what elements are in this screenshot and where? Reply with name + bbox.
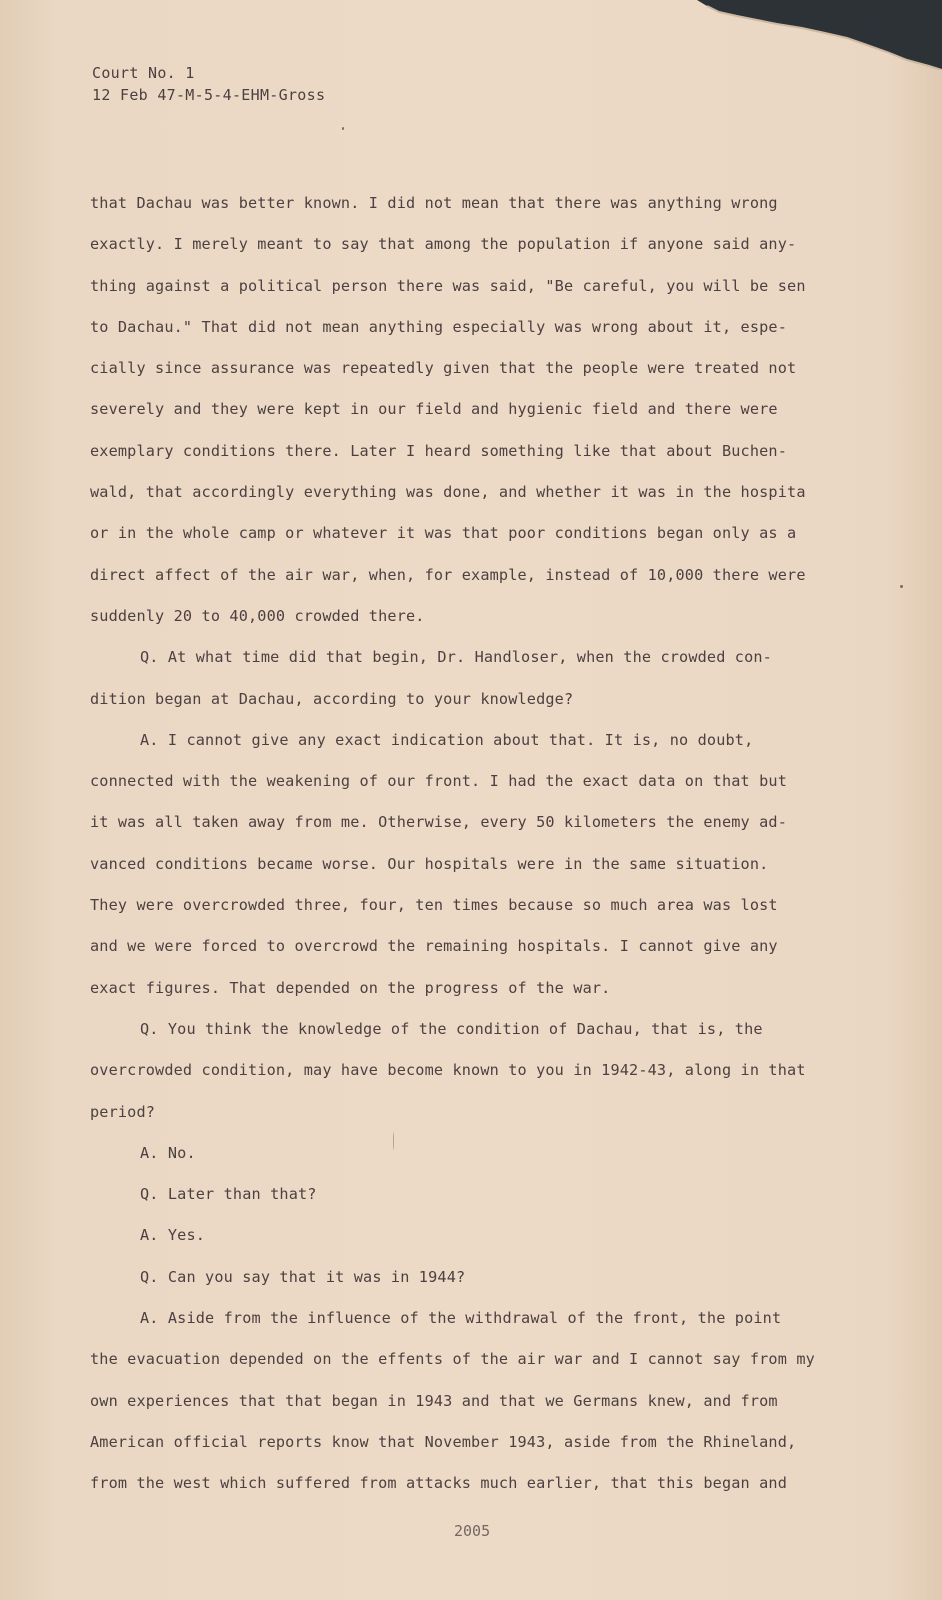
transcript-line: severely and they were kept in our field and hygienic field and there were: [90, 400, 778, 419]
transcript-line: own experiences that that began in 1943 and that we Germans knew, and from: [90, 1391, 778, 1410]
paper-mark: [393, 1132, 394, 1150]
transcript-line: overcrowded condition, may have become known to you in 1942-43, along in that: [90, 1061, 806, 1080]
session-reference: 12 Feb 47-M-5-4-EHM-Gross: [92, 86, 326, 104]
transcript-line: American official reports know that November 1943, aside from the Rhineland,: [90, 1432, 797, 1451]
transcript-line: They were overcrowded three, four, ten times because so much area was lost: [90, 896, 778, 915]
court-number: Court No. 1: [92, 64, 195, 82]
transcript-line: it was all taken away from me. Otherwise, every 50 kilometers the enemy ad-: [90, 813, 788, 832]
transcript-line: cially since assurance was repeatedly given that the people were treated not: [90, 359, 797, 378]
transcript-line: Q. At what time did that begin, Dr. Handloser, when the crowded con-: [140, 648, 772, 667]
transcript-line: from the west which suffered from attacks much earlier, that this began and: [90, 1474, 788, 1493]
transcript-line: connected with the weakening of our front. I had the exact data on that but: [90, 772, 788, 791]
transcript-body: [90, 183, 880, 1505]
transcript-line: direct affect of the air war, when, for example, instead of 10,000 there were: [90, 565, 806, 584]
transcript-line: and we were forced to overcrowd the remaining hospitals. I cannot give any: [90, 937, 778, 956]
transcript-line: Q. You think the knowledge of the condition of Dachau, that is, the: [140, 1019, 763, 1038]
transcript-line: the evacuation depended on the effents of the air war and I cannot say from my: [90, 1350, 815, 1369]
transcript-line: exemplary conditions there. Later I heard something like that about Buchen-: [90, 441, 788, 460]
transcript-line: A. No.: [140, 1143, 196, 1162]
document-header: [92, 62, 325, 106]
transcript-line: period?: [90, 1102, 156, 1121]
transcript-line: A. Yes.: [140, 1226, 206, 1245]
torn-corner: [697, 0, 942, 70]
transcript-line: wald, that accordingly everything was done, and whether it was in the hospita: [90, 483, 806, 502]
transcript-line: vanced conditions became worse. Our hospitals were in the same situation.: [90, 854, 769, 873]
paper-speck: [342, 127, 344, 130]
page-number: 2005: [454, 1522, 491, 1540]
transcript-line: Q. Can you say that it was in 1944?: [140, 1267, 466, 1286]
transcript-line: suddenly 20 to 40,000 crowded there.: [90, 606, 425, 625]
paper-speck: [900, 585, 903, 588]
transcript-line: thing against a political person there was said, "Be careful, you will be sen: [90, 276, 806, 295]
transcript-line: that Dachau was better known. I did not mean that there was anything wrong: [90, 194, 778, 212]
transcript-line: A. I cannot give any exact indication about that. It is, no doubt,: [140, 730, 754, 749]
transcript-line: exactly. I merely meant to say that among the population if anyone said any-: [90, 235, 797, 254]
transcript-line: or in the whole camp or whatever it was that poor conditions began only as a: [90, 524, 797, 543]
transcript-line: exact figures. That depended on the progress of the war.: [90, 978, 611, 997]
transcript-line: to Dachau." That did not mean anything especially was wrong about it, espe-: [90, 317, 788, 336]
transcript-line: Q. Later than that?: [140, 1185, 317, 1204]
transcript-line: dition began at Dachau, according to your knowledge?: [90, 689, 574, 708]
transcript-line: A. Aside from the influence of the withdrawal of the front, the point: [140, 1309, 782, 1328]
